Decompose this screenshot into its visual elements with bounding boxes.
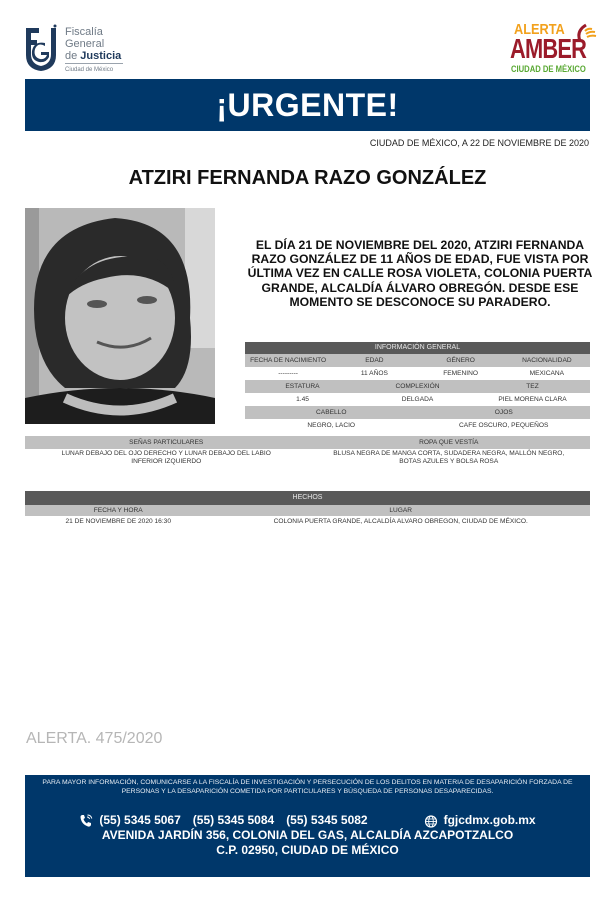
info-row1-headers xyxy=(245,354,590,367)
details-values xyxy=(25,450,590,466)
person-photo xyxy=(25,208,215,424)
header-place: LUGAR xyxy=(389,507,413,514)
phone-number-1[interactable]: (55) 5345 5067 xyxy=(99,813,181,827)
hechos-title: HECHOS xyxy=(25,491,590,505)
fgj-line2: General xyxy=(65,38,105,50)
phones-line xyxy=(25,813,590,828)
value-place: COLONIA PUERTA GRANDE, ALCALDÍA ALVARO OBREGON, CIUDAD DE MÉXICO. xyxy=(273,518,528,525)
amber-alerta-text: ALERTA xyxy=(514,21,565,38)
alert-number: ALERTA. 475/2020 xyxy=(26,730,163,747)
header-distinguishing-marks: SEÑAS PARTICULARES xyxy=(129,439,204,446)
info-row2-values xyxy=(245,393,590,406)
header-height: ESTATURA xyxy=(285,383,320,390)
value-clothing: BLUSA NEGRA DE MANGA CORTA, SUDADERA NEGRA, MALLÓN NEGRO, BOTAS AZULES Y BOLSA ROSA xyxy=(333,450,565,465)
value-eyes: CAFE OSCURO, PEQUEÑOS xyxy=(459,422,549,429)
value-height: 1.45 xyxy=(296,396,309,403)
info-general-table xyxy=(245,342,590,432)
info-row1-values xyxy=(245,367,590,380)
header-gender: GÉNERO xyxy=(446,357,475,364)
fgj-line3-prefix: de xyxy=(65,50,81,62)
alerta-amber-logo xyxy=(508,19,600,77)
fgj-line3-bold: Justicia xyxy=(80,50,122,62)
fgj-shield-icon xyxy=(24,24,58,72)
footer-contact xyxy=(25,813,590,858)
value-datetime: 21 DE NOVIEMBRE DE 2020 16:30 xyxy=(65,518,171,525)
value-gender: FEMENINO xyxy=(443,370,479,377)
hechos-table xyxy=(25,491,590,527)
value-distinguishing-marks: LUNAR DEBAJO DEL OJO DERECHO Y LUNAR DEBAJO DEL LABIO INFERIOR IZQUIERDO xyxy=(61,450,271,465)
address-line2: C.P. 02950, CIUDAD DE MÉXICO xyxy=(216,843,399,857)
phone-number-3[interactable]: (55) 5345 5082 xyxy=(286,813,368,827)
contact-footer xyxy=(25,775,590,877)
amber-city-text: CIUDAD DE MÉXICO xyxy=(511,64,586,74)
header-hair: CABELLO xyxy=(316,409,347,416)
fgj-logo xyxy=(24,22,124,78)
fgj-divider xyxy=(65,63,123,64)
info-row3-values xyxy=(245,419,590,432)
photo-placeholder-icon xyxy=(25,208,215,424)
details-headers xyxy=(25,436,590,449)
amber-amber-text: AMBER xyxy=(510,33,587,64)
header-age: EDAD xyxy=(365,357,384,364)
header-build: COMPLEXIÓN xyxy=(395,383,440,390)
address-line1: AVENIDA JARDÍN 356, COLONIA DEL GAS, ALCALDÍA AZCAPOTZALCO xyxy=(101,828,514,842)
value-nationality: MEXICANA xyxy=(529,370,565,377)
value-build: DELGADA xyxy=(401,396,434,403)
header-eyes: OJOS xyxy=(494,409,513,416)
header-datetime: FECHA Y HORA xyxy=(93,507,143,514)
website-link-wrap[interactable] xyxy=(424,813,536,828)
value-age: 11 AÑOS xyxy=(360,370,388,377)
fgj-line1: Fiscalía xyxy=(65,26,103,38)
header-clothing: ROPA QUE VESTÍA xyxy=(419,439,479,446)
value-birthdate: --------- xyxy=(278,370,298,377)
hechos-values xyxy=(25,516,590,527)
dateline: CIUDAD DE MÉXICO, A 22 DE NOVIEMBRE DE 2020 xyxy=(369,138,589,148)
info-row3-headers xyxy=(245,406,590,419)
footer-note: PARA MAYOR INFORMACIÓN, COMUNICARSE A LA FISCALÍA DE INVESTIGACIÓN Y PERSECUCIÓN DE LOS DELITOS EN MATERIA DE DESAPARICIÓN FORZADA DE PERSONAS Y LA DESAPARICIÓN COMETIDA POR PARTICULARES Y BÚSQUEDA DE PERSONAS DESAPARECIDAS. xyxy=(42,779,573,795)
header-complexion: TEZ xyxy=(526,383,539,390)
website-link[interactable]: fgjcdmx.gob.mx xyxy=(443,813,536,827)
globe-icon xyxy=(424,814,438,828)
value-complexion: PIEL MORENA CLARA xyxy=(498,396,567,403)
info-row2-headers xyxy=(245,380,590,393)
header-nationality: NACIONALIDAD xyxy=(522,357,572,364)
person-name: ATZIRI FERNANDA RAZO GONZÁLEZ xyxy=(128,167,487,189)
fgj-logo-text xyxy=(65,26,121,62)
info-general-title: INFORMACIÓN GENERAL xyxy=(245,342,590,354)
header-birthdate: FECHA DE NACIMIENTO xyxy=(250,357,327,364)
hechos-headers xyxy=(25,505,590,516)
urgent-banner xyxy=(25,79,590,131)
value-hair: NEGRO, LACIO xyxy=(307,422,356,429)
phone-icon xyxy=(79,814,93,828)
urgent-title: ¡URGENTE! xyxy=(216,86,399,123)
disappearance-summary: EL DÍA 21 DE NOVIEMBRE DEL 2020, ATZIRI FERNANDA RAZO GONZÁLEZ DE 11 AÑOS DE EDAD, FUE VISTA POR ÚLTIMA VEZ EN CALLE ROSA VIOLETA, COLONIA PUERTA GRANDE, ALCALDÍA ÁLVARO OBREGÓN. DESDE ESE MOMENTO SE DESCONOCE SU PARADERO. xyxy=(247,238,593,309)
fgj-city: Ciudad de México xyxy=(65,67,114,73)
phone-number-2[interactable]: (55) 5345 5084 xyxy=(192,813,275,827)
